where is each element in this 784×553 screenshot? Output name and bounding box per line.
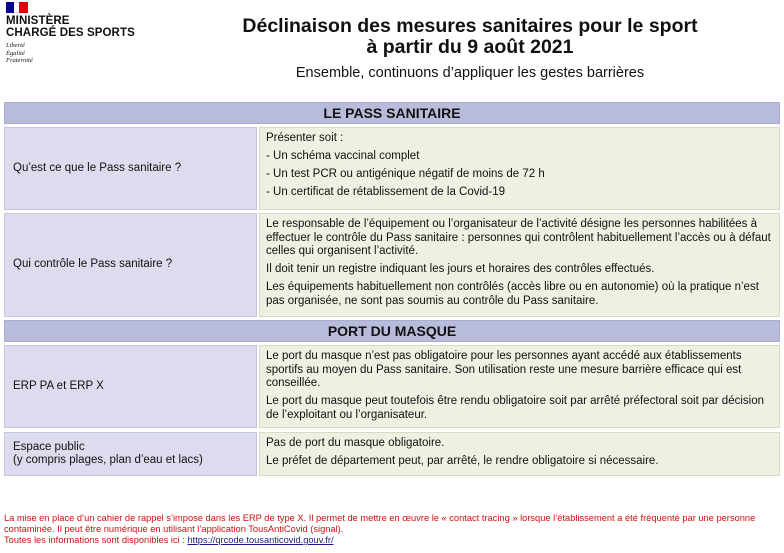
row-question <box>4 127 257 210</box>
question-text: Qu’est ce que le Pass sanitaire ? <box>13 161 182 174</box>
info-link[interactable]: https://qrcode.tousanticovid.gouv.fr/ <box>187 535 334 545</box>
footer-info-line <box>4 535 780 546</box>
title-line-2: à partir du 9 août 2021 <box>366 36 574 58</box>
page-subtitle: Ensemble, continuons d’appliquer les gestes barrières <box>295 65 645 81</box>
title-line-1: Déclinaison des mesures sanitaires pour le sport <box>242 15 698 37</box>
ministry-line-2: CHARGÉ DES SPORTS <box>6 27 135 39</box>
ministry-logo <box>6 2 146 65</box>
answer-line: - Un certificat de rétablissement de la Covid-19 <box>266 186 506 198</box>
row-answer <box>259 213 780 317</box>
flag-blue-stripe <box>6 2 14 13</box>
answer-line: - Un test PCR ou antigénique négatif de moins de 72 h <box>266 168 545 180</box>
row-answer <box>259 345 780 428</box>
question-line-2: (y compris plages, plan d’eau et lacs) <box>13 454 203 466</box>
answer-paragraph: Le port du masque peut toutefois être rendu obligatoire soit par arrêté préfectoral soit par décision de l’exploitant ou l’organisateur. <box>266 395 764 421</box>
row-question <box>4 345 257 428</box>
marianne-flag-icon <box>6 2 28 13</box>
row-question <box>4 432 257 476</box>
motto-egalite: Égalité <box>6 49 25 57</box>
answer-line: Présenter soit : <box>266 132 344 144</box>
page-title <box>170 16 770 58</box>
table-row <box>4 345 780 428</box>
flag-red-stripe <box>19 2 28 13</box>
answer-paragraph: Le port du masque n’est pas obligatoire pour les personnes ayant accédé aux établissements sportifs au moyen du Pass sanitaire. Son utilisation reste une mesure barrière efficace qui est conseillée. <box>266 350 742 389</box>
row-answer <box>259 432 780 476</box>
answer-paragraph: Pas de port du masque obligatoire. <box>266 437 445 449</box>
footer-note-text: La mise en place d’un cahier de rappel s’impose dans les ERP de type X. Il permet de mettre en œuvre le « contact tracing » lorsque l’établissement a été fréquenté par une personne contaminée. Il peut être numérique en utilisant l’application TousAntiCovid (signal). <box>4 513 756 534</box>
section-heading-pass-sanitaire: LE PASS SANITAIRE <box>4 102 780 124</box>
page-header <box>170 16 770 82</box>
section-heading-port-du-masque: PORT DU MASQUE <box>4 320 780 342</box>
motto-liberte: Liberté <box>6 42 25 49</box>
answer-paragraph: Le préfet de département peut, par arrêté, le rendre obligatoire si nécessaire. <box>266 455 659 467</box>
ministry-line-1: MINISTÈRE <box>6 15 70 27</box>
table-row <box>4 127 780 210</box>
republic-motto <box>6 42 146 65</box>
row-question <box>4 213 257 317</box>
motto-fraternite: Fraternité <box>6 57 33 64</box>
question-text: Qui contrôle le Pass sanitaire ? <box>13 258 173 271</box>
answer-paragraph: Les équipements habituellement non contrôlés (accès libre ou en autonomie) où la pratique n’est pas organisée, ne sont pas soumis au contrôle du Pass sanitaire. <box>266 281 759 307</box>
question-line-1: Espace public <box>13 440 85 453</box>
ministry-name <box>6 15 146 39</box>
row-answer <box>259 127 780 210</box>
answer-paragraph: Il doit tenir un registre indiquant les jours et horaires des contrôles effectués. <box>266 263 655 275</box>
footer-note <box>4 513 780 546</box>
table-row <box>4 213 780 317</box>
question-text <box>13 441 203 468</box>
question-text: ERP PA et ERP X <box>13 379 104 392</box>
answer-paragraph: Le responsable de l’équipement ou l’organisateur de l’activité désigne les personnes habilitées à effectuer le contrôle du Pass sanitaire : personnes qui contrôlent habituellement l’accès ou à défaut celles qui organisent l’activité. <box>266 218 771 257</box>
answer-line: - Un schéma vaccinal complet <box>266 150 420 162</box>
table-row <box>4 432 780 476</box>
footer-info-prefix: Toutes les informations sont disponibles ici : <box>4 535 188 545</box>
